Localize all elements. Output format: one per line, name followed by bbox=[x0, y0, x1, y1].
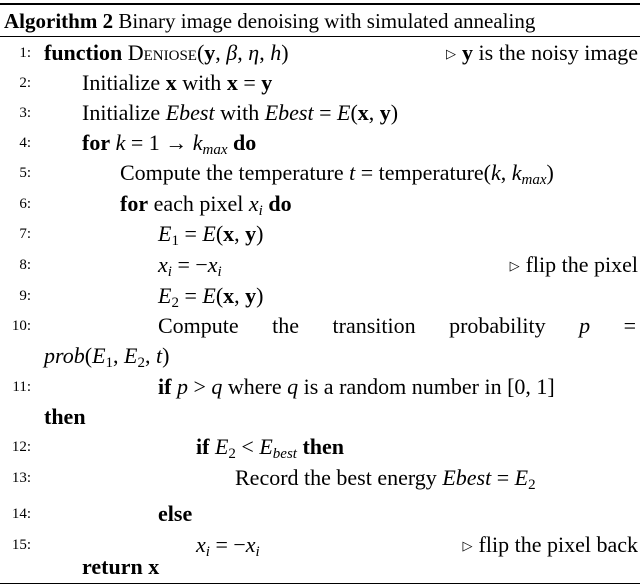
algo-line-6 bbox=[0, 189, 640, 219]
symbol: E bbox=[158, 221, 172, 246]
subscript: i bbox=[167, 264, 172, 280]
keyword-if: if bbox=[196, 434, 210, 459]
triangle-right-icon: ▷ bbox=[509, 258, 520, 273]
line-number: 7: bbox=[19, 226, 31, 242]
bottom-rule bbox=[0, 583, 640, 584]
line-number: 9: bbox=[19, 288, 31, 304]
subscript: 2 bbox=[137, 355, 145, 371]
symbol: x bbox=[196, 532, 206, 557]
algo-line-7 bbox=[0, 219, 640, 249]
symbol: p bbox=[579, 313, 591, 338]
line-text: $x_i = -x_i$ bbox=[196, 532, 260, 560]
subscript: 1 bbox=[171, 233, 179, 249]
algo-line-4 bbox=[0, 128, 640, 158]
line-number: 2: bbox=[19, 75, 31, 91]
algo-line-9 bbox=[0, 281, 640, 311]
line-text: for each pixel $x_i$ do bbox=[120, 191, 292, 219]
subscript: 2 bbox=[228, 446, 236, 462]
word: Compute bbox=[158, 313, 239, 338]
return-value: x bbox=[148, 554, 160, 579]
line-text: $prob(E_1$, $E_2$, t) bbox=[44, 343, 170, 371]
keyword-return: return bbox=[82, 554, 143, 579]
keyword-for: for bbox=[120, 191, 149, 216]
algo-line-8 bbox=[0, 250, 640, 280]
line-number: 4: bbox=[19, 135, 31, 151]
subscript: i bbox=[205, 544, 210, 560]
keyword-then: then bbox=[302, 434, 345, 459]
line-text: $E_1 = E(x$, y) bbox=[158, 221, 264, 249]
triangle-right-icon: ▷ bbox=[462, 538, 473, 553]
line-number: 5: bbox=[19, 165, 31, 181]
algo-line-return bbox=[0, 552, 640, 582]
caption-rule bbox=[0, 36, 640, 37]
line-number: 12: bbox=[11, 439, 31, 455]
algo-line-10 bbox=[0, 311, 640, 341]
line-number: 14: bbox=[11, 506, 31, 522]
subscript: max bbox=[202, 142, 228, 158]
line-text: Initialize Ebest with Ebest = E(x, y) bbox=[82, 100, 399, 125]
subscript: max bbox=[521, 172, 547, 188]
word: probability bbox=[449, 313, 546, 338]
algo-line-10-continued bbox=[0, 341, 640, 371]
subscript: 2 bbox=[171, 295, 179, 311]
triangle-right-icon: ▷ bbox=[446, 46, 457, 61]
algorithm-caption bbox=[4, 7, 535, 35]
algo-line-5 bbox=[0, 158, 640, 188]
subscript: i bbox=[217, 264, 222, 280]
line-text: $x_i = -x_i$ bbox=[158, 252, 222, 280]
caption-text: Binary image denoising with simulated annealing bbox=[118, 9, 536, 33]
algo-line-13 bbox=[0, 463, 640, 493]
top-rule bbox=[0, 3, 640, 5]
keyword-then: then bbox=[44, 404, 86, 429]
keyword-do: do bbox=[233, 130, 257, 155]
keyword-do: do bbox=[268, 191, 292, 216]
keyword-function: function bbox=[44, 40, 123, 65]
line-text: Initialize x with x = y bbox=[82, 70, 273, 95]
line-text: if $E_2 < E_{best}$ then bbox=[196, 434, 345, 462]
algo-line-3 bbox=[0, 98, 640, 128]
line-text: Record the best energy Ebest = $E_2$ bbox=[235, 465, 536, 493]
line-number: 8: bbox=[19, 257, 31, 273]
line-number: 1: bbox=[19, 45, 31, 61]
algo-line-11 bbox=[0, 372, 640, 402]
line-text: for $k = 1 \to k_{max}$ do bbox=[82, 130, 257, 158]
algo-line-2 bbox=[0, 68, 640, 98]
line-number: 10: bbox=[11, 318, 31, 334]
subscript: 2 bbox=[528, 477, 536, 493]
line-number: 6: bbox=[19, 196, 31, 212]
subscript: 1 bbox=[105, 355, 114, 371]
comment: ▷ y is the noisy image bbox=[446, 40, 638, 65]
symbol: = bbox=[623, 313, 636, 338]
symbol: E bbox=[158, 283, 172, 308]
function-name: Deniose bbox=[127, 40, 197, 65]
keyword-for: for bbox=[82, 130, 111, 155]
subscript: best bbox=[272, 446, 297, 462]
algo-line-11-continued bbox=[0, 402, 640, 432]
subscript: i bbox=[255, 544, 260, 560]
keyword-if: if bbox=[158, 374, 172, 399]
line-number: 15: bbox=[11, 537, 31, 553]
keyword-else: else bbox=[158, 501, 193, 526]
subscript: i bbox=[258, 203, 263, 219]
line-text bbox=[158, 311, 636, 341]
line-text: if p > q where q is a random number in [0, 1] bbox=[158, 374, 555, 399]
algo-line-1 bbox=[0, 38, 640, 68]
word: transition bbox=[332, 313, 416, 338]
comment-text: flip the pixel back bbox=[478, 532, 638, 557]
function-args: (y, β, η, h) bbox=[196, 40, 289, 65]
algo-line-14 bbox=[0, 499, 640, 529]
symbol: E bbox=[214, 434, 229, 459]
line-text: $E_2 = E(x$, y) bbox=[158, 283, 264, 311]
line-number: 3: bbox=[19, 105, 31, 121]
line-text: Compute the temperature t = temperature(k, $k_{max}$) bbox=[120, 160, 554, 188]
symbol: x bbox=[158, 252, 168, 277]
word: the bbox=[272, 313, 300, 338]
algo-line-12 bbox=[0, 432, 640, 462]
line-number: 13: bbox=[11, 470, 31, 486]
line-number: 11: bbox=[12, 379, 31, 395]
caption-label: Algorithm 2 bbox=[4, 9, 114, 33]
comment bbox=[510, 250, 638, 281]
line-tail: ) bbox=[546, 160, 554, 185]
line-text bbox=[82, 552, 159, 582]
comment-text: flip the pixel bbox=[525, 252, 638, 277]
